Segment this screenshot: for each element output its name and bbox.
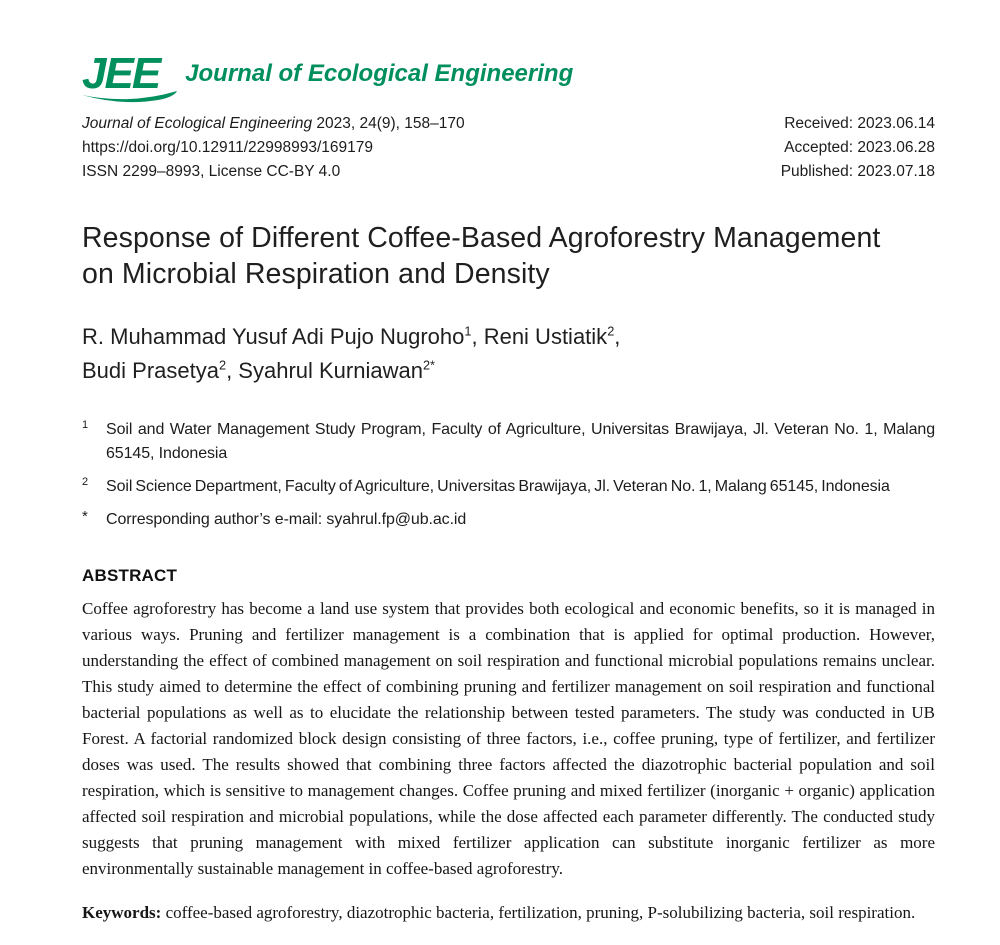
citation-journal: Journal of Ecological Engineering [82, 115, 313, 132]
affiliation-item [82, 475, 935, 499]
issn-line: ISSN 2299–8993, License CC-BY 4.0 [82, 163, 341, 180]
abstract-body: Coffee agroforestry has become a land use system that provides both ecological and economic benefits, so it is managed in various ways. Pruning and fertilizer management is a combination that is applied for optimal production. However, understanding the effect of combined management on soil respiration and functional microbial populations remains unclear. This study aimed to determine the effect of combining pruning and fertilizer management on soil respiration and functional bacterial populations as well as to elucidate the relationship between tested parameters. The study was conducted in UB Forest. A factorial randomized block design consisting of three factors, i.e., coffee pruning, type of fertilizer, and fertilizer doses was used. The results showed that combining three factors affected the diazotrophic bacterial population and soil respiration, which is sensitive to management changes. Coffee pruning and mixed fertilizer (inorganic + organic) application affected soil respiration and microbial populations, while the dose affected each parameter differently. The conducted study suggests that pruning management with mixed fertilizer application can substitute inorganic fertilizer as more environmentally sustainable management in coffee-based agroforestry. [82, 599, 935, 878]
author-separator: , [614, 324, 621, 349]
author-name: Syahrul Kurniawan [238, 358, 423, 383]
affiliation-marker: 1 [82, 419, 89, 431]
author-name: Reni Ustiatik [483, 324, 608, 349]
article-title [82, 220, 935, 292]
author-separator: , [471, 324, 484, 349]
citation-line [82, 112, 465, 136]
author-name: Budi Prasetya [82, 358, 219, 383]
keywords-label: Keywords: [82, 903, 162, 922]
author-affil-sup: 2 [607, 323, 615, 339]
affiliation-marker: 2 [82, 476, 89, 488]
affiliations-block [82, 418, 935, 532]
author-affil-sup: 2* [422, 357, 436, 373]
authors-line-2 [82, 354, 935, 388]
affiliation-marker: * [82, 508, 88, 525]
abstract-heading: ABSTRACT [82, 566, 178, 585]
jee-logo-text: JEE [82, 49, 160, 98]
author-affil-sup: 1 [464, 323, 472, 339]
meta-row [82, 112, 935, 184]
logo-swoosh-icon [80, 90, 180, 104]
keywords-paragraph [82, 900, 935, 926]
authors-block [82, 320, 935, 388]
affiliation-text: Soil and Water Management Study Program, Faculty of Agriculture, Universitas Brawijaya, Jl. Veteran No. 1, Malang 65145, Indonesia [106, 421, 935, 462]
journal-name: Journal of Ecological Engineering [185, 60, 574, 87]
journal-masthead [82, 44, 935, 184]
doi-link[interactable]: https://doi.org/10.12911/22998993/169179 [82, 139, 374, 156]
citation-block [82, 112, 465, 184]
abstract-section [82, 566, 935, 926]
author-name: R. Muhammad Yusuf Adi Pujo Nugroho [82, 324, 465, 349]
author-separator: , [226, 358, 239, 383]
keywords-text: coffee-based agroforestry, diazotrophic bacteria, fertilization, pruning, P-solubilizing bacteria, soil respiration. [161, 903, 916, 922]
logo-row [82, 44, 935, 96]
corresponding-author-email: Corresponding author’s e-mail: syahrul.fp@ub.ac.id [106, 511, 467, 528]
accepted-date: Accepted: 2023.06.28 [784, 139, 935, 156]
affiliation-item [82, 418, 935, 466]
published-date: Published: 2023.07.18 [780, 163, 935, 180]
jee-logo [82, 49, 169, 98]
article-title-line1: Response of Different Coffee-Based Agroforestry Management [82, 222, 881, 254]
dates-block [781, 112, 935, 184]
author-affil-sup: 2 [218, 357, 227, 373]
authors-line-1 [82, 320, 935, 354]
citation-volume: 2023, 24(9), 158–170 [312, 115, 465, 132]
affiliation-item corresponding-author [82, 508, 935, 532]
received-date: Received: 2023.06.14 [784, 115, 935, 132]
article-title-line2: on Microbial Respiration and Density [82, 258, 550, 290]
affiliation-text: Soil Science Department, Faculty of Agriculture, Universitas Brawijaya, Jl. Veteran No. 1, Malang 65145, Indonesia [106, 478, 890, 495]
